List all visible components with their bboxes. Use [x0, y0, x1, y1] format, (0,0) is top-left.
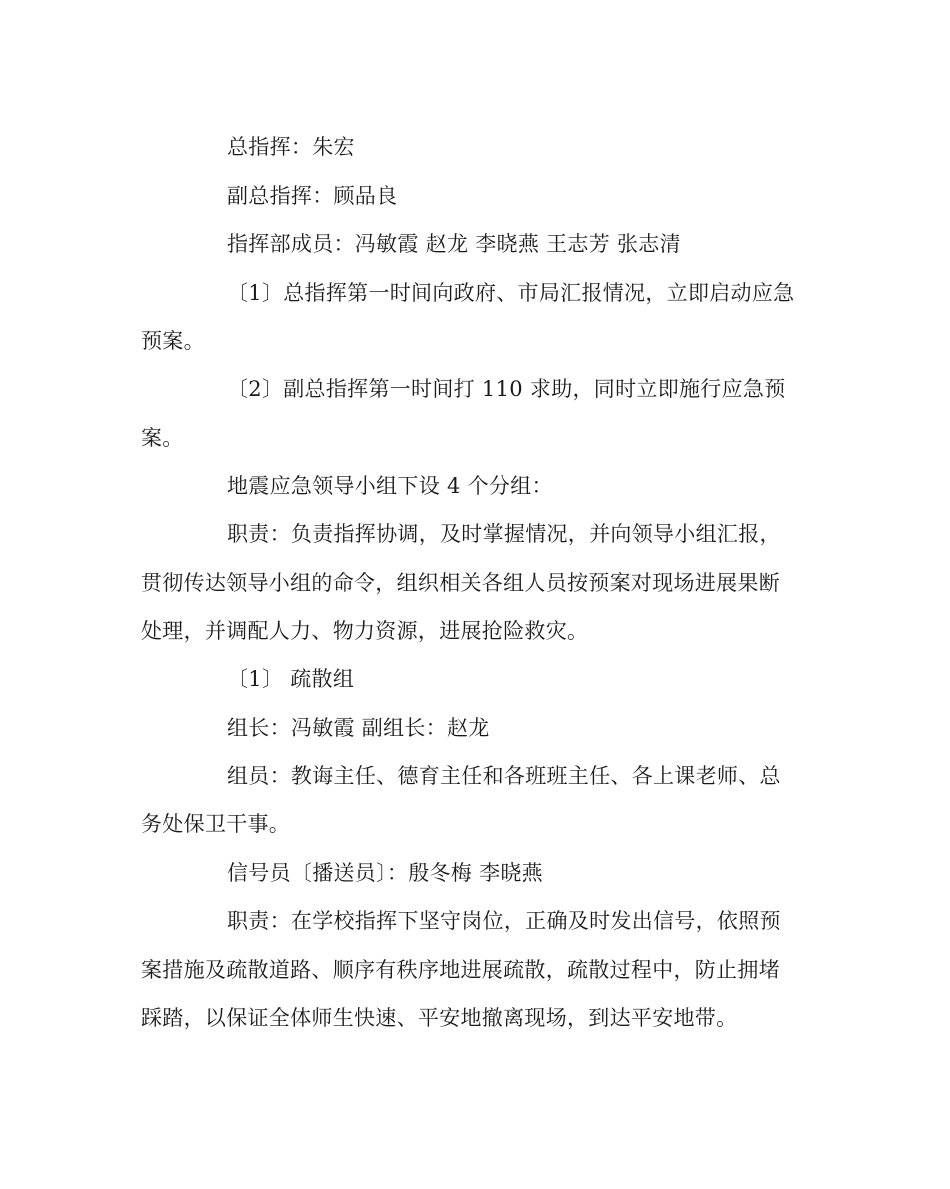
evacuation-group-heading: 〔1〕 疏散组 — [227, 667, 355, 691]
duty-paragraph-line-2: 贯彻传达领导小组的命令，组织相关各组人员按预案对现场进展果断 — [141, 571, 780, 595]
group-members-line-1: 组员：教诲主任、德育主任和各班班主任、各上课老师、总 — [227, 764, 781, 788]
duty-paragraph-line-1: 职责：负责指挥协调，及时掌握情况，并向领导小组汇报， — [227, 522, 781, 546]
signal-duty-line-1: 职责：在学校指挥下坚守岗位，正确及时发出信号，依照预 — [227, 909, 781, 933]
group-leader-line: 组长：冯敏霞 副组长：赵龙 — [227, 716, 490, 740]
group-members-line-2: 务处保卫干事。 — [141, 812, 291, 836]
command-members-line: 指挥部成员：冯敏霞 赵龙 李晓燕 王志芳 张志清 — [227, 232, 681, 256]
signal-duty-line-2: 案措施及疏散道路、顺序有秩序地进展疏散，疏散过程中，防止拥堵 — [141, 958, 780, 982]
item-2-line-1: 〔2〕副总指挥第一时间打 110 求助，同时立即施行应急预 — [227, 377, 786, 401]
commander-line: 总指挥：朱宏 — [227, 135, 355, 159]
subgroups-heading: 地震应急领导小组下设 4 个分组： — [227, 474, 553, 498]
duty-paragraph-line-3: 处理，并调配人力、物力资源，进展抢险救灾。 — [141, 619, 589, 643]
deputy-commander-line: 副总指挥：顾品良 — [227, 184, 398, 208]
item-1-line-2: 预案。 — [141, 329, 205, 353]
signalman-line: 信号员〔播送员〕：殷冬梅 李晓燕 — [227, 861, 543, 885]
item-1-line-1: 〔1〕总指挥第一时间向政府、市局汇报情况，立即启动应急 — [227, 281, 795, 305]
item-2-line-2: 案。 — [141, 426, 184, 450]
signal-duty-line-3: 踩踏，以保证全体师生快速、平安地撤离现场，到达平安地带。 — [141, 1006, 738, 1030]
